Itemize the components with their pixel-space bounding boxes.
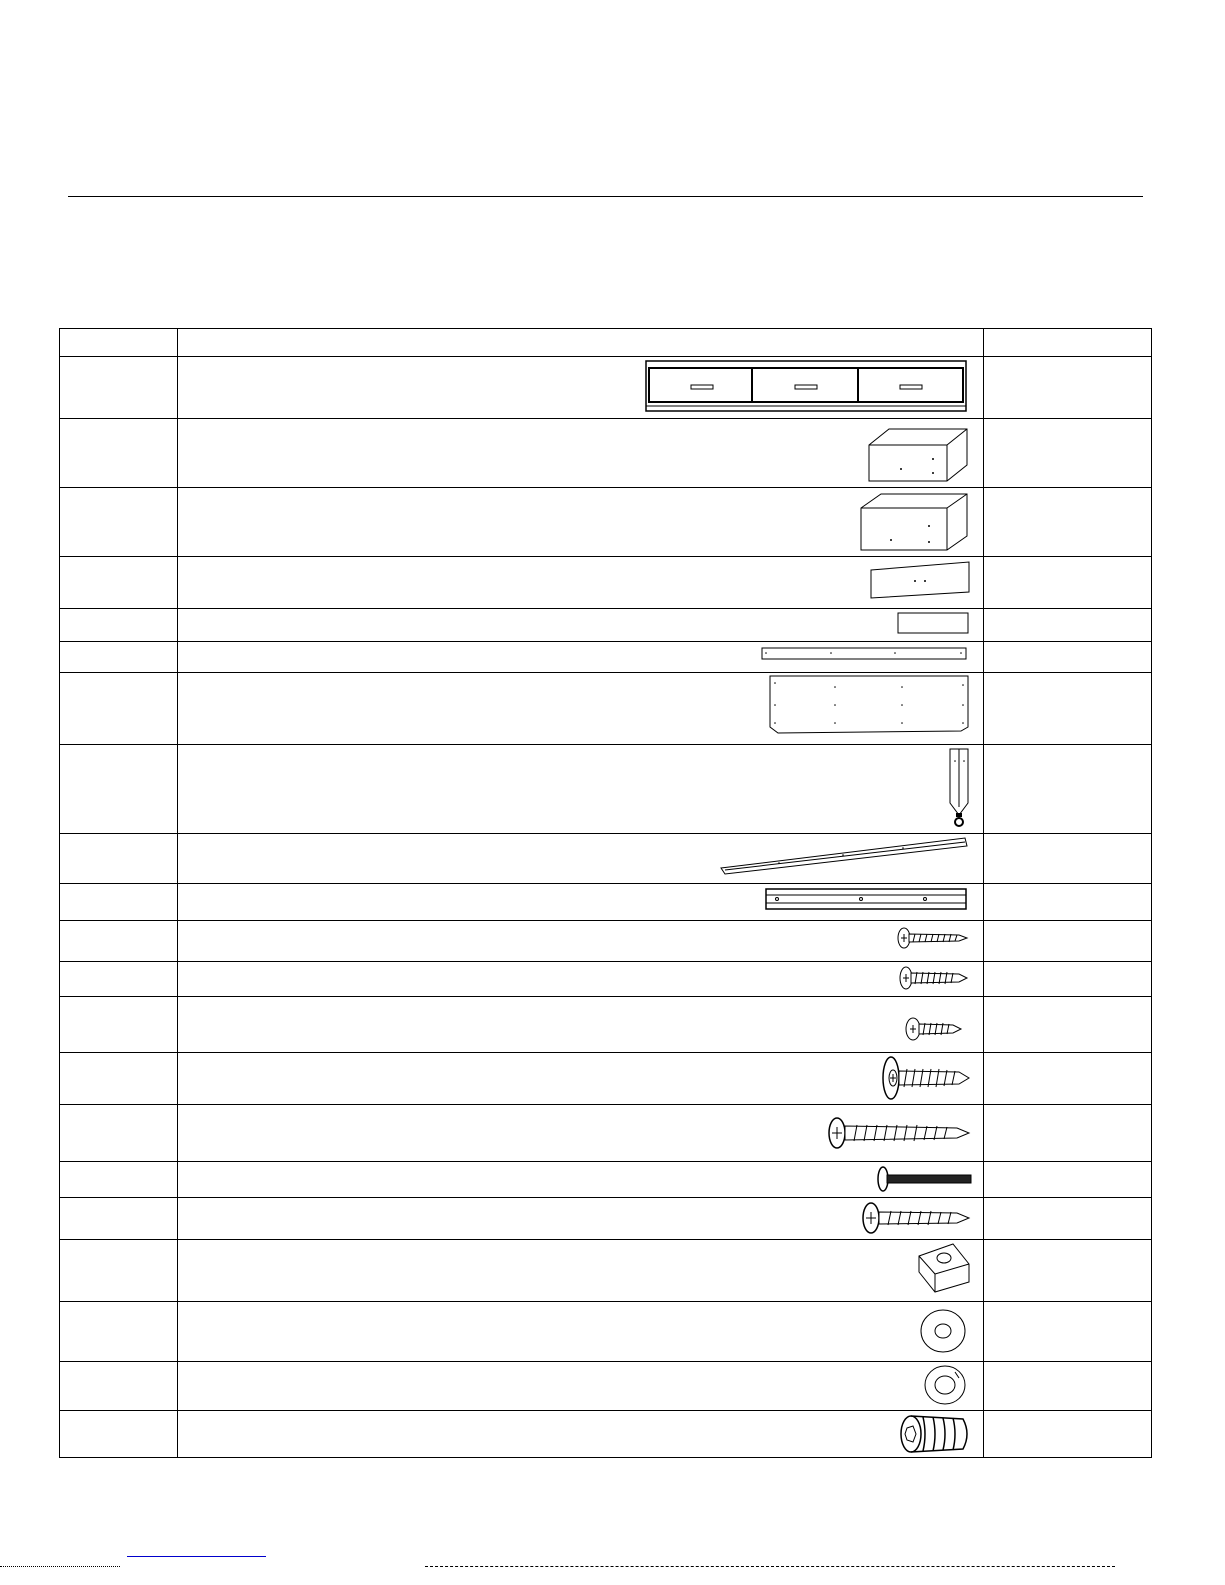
quantity-cell xyxy=(983,557,1151,609)
part-id-cell xyxy=(60,1198,178,1240)
front-panel-icon xyxy=(869,560,971,600)
screw-icon xyxy=(899,964,969,992)
table-row xyxy=(60,1240,1152,1302)
part-id-cell xyxy=(60,921,178,962)
washer-head-screw-icon xyxy=(881,1055,971,1101)
table-row xyxy=(60,419,1152,488)
table-row xyxy=(60,921,1152,962)
description-cell xyxy=(178,1362,984,1411)
quantity-cell xyxy=(983,921,1151,962)
quantity-cell xyxy=(983,1411,1151,1458)
part-id-cell xyxy=(60,1302,178,1362)
header-cell-part xyxy=(60,329,178,357)
table-row xyxy=(60,962,1152,997)
description-cell xyxy=(178,1105,984,1162)
footer-rule-left xyxy=(0,1566,120,1567)
description-cell xyxy=(178,642,984,673)
part-id-cell xyxy=(60,997,178,1053)
footer-link-underline xyxy=(127,1556,266,1557)
quantity-cell xyxy=(983,1162,1151,1198)
quantity-cell xyxy=(983,488,1151,557)
table-row xyxy=(60,997,1152,1053)
long-screw-icon xyxy=(827,1113,971,1153)
description-cell xyxy=(178,488,984,557)
drawer-box-icon xyxy=(859,492,971,552)
table-row xyxy=(60,1162,1152,1198)
quantity-cell xyxy=(983,609,1151,642)
description-cell xyxy=(178,834,984,884)
description-cell xyxy=(178,884,984,921)
part-id-cell xyxy=(60,1362,178,1411)
quantity-cell xyxy=(983,673,1151,745)
part-id-cell xyxy=(60,1105,178,1162)
slat-rail-icon xyxy=(719,836,969,876)
description-cell xyxy=(178,997,984,1053)
description-cell xyxy=(178,357,984,419)
part-id-cell xyxy=(60,1411,178,1458)
flat-washer-icon xyxy=(919,1308,967,1354)
description-cell xyxy=(178,745,984,834)
part-id-cell xyxy=(60,834,178,884)
header-cell-description xyxy=(178,329,984,357)
quantity-cell xyxy=(983,884,1151,921)
table-row xyxy=(60,642,1152,673)
footer-dashed-rule xyxy=(425,1566,1115,1567)
table-row xyxy=(60,745,1152,834)
part-id-cell xyxy=(60,745,178,834)
description-cell xyxy=(178,1240,984,1302)
screw-icon xyxy=(897,925,969,951)
quantity-cell xyxy=(983,1105,1151,1162)
table-row xyxy=(60,557,1152,609)
table-row xyxy=(60,673,1152,745)
threaded-insert-icon xyxy=(899,1413,973,1455)
drawer-box-icon xyxy=(867,427,971,483)
rail-strip-icon xyxy=(761,645,967,661)
part-id-cell xyxy=(60,962,178,997)
description-cell xyxy=(178,1162,984,1198)
table-row xyxy=(60,834,1152,884)
quantity-cell xyxy=(983,1362,1151,1411)
header-cell-quantity xyxy=(983,329,1151,357)
description-cell xyxy=(178,1053,984,1105)
table-row xyxy=(60,1198,1152,1240)
table-row xyxy=(60,1105,1152,1162)
quantity-cell xyxy=(983,642,1151,673)
part-id-cell xyxy=(60,1162,178,1198)
part-id-cell xyxy=(60,1240,178,1302)
table-row xyxy=(60,1053,1152,1105)
description-cell xyxy=(178,921,984,962)
description-cell xyxy=(178,673,984,745)
drawer-slide-icon xyxy=(765,887,969,911)
quantity-cell xyxy=(983,834,1151,884)
leg-bracket-icon xyxy=(947,747,971,831)
quantity-cell xyxy=(983,1198,1151,1240)
drawer-cabinet-icon xyxy=(645,360,967,412)
table-row xyxy=(60,488,1152,557)
header-rule xyxy=(68,196,1143,197)
quantity-cell xyxy=(983,745,1151,834)
part-id-cell xyxy=(60,488,178,557)
table-row xyxy=(60,1411,1152,1458)
table-row xyxy=(60,1362,1152,1411)
description-cell xyxy=(178,1411,984,1458)
part-id-cell xyxy=(60,884,178,921)
part-id-cell xyxy=(60,609,178,642)
description-cell xyxy=(178,557,984,609)
description-cell xyxy=(178,609,984,642)
parts-table xyxy=(59,328,1152,1458)
part-id-cell xyxy=(60,1053,178,1105)
back-panel-icon xyxy=(769,675,969,737)
quantity-cell xyxy=(983,1302,1151,1362)
lock-washer-icon xyxy=(923,1364,967,1406)
small-panel-icon xyxy=(897,612,969,634)
quantity-cell xyxy=(983,419,1151,488)
quantity-cell xyxy=(983,962,1151,997)
description-cell xyxy=(178,1302,984,1362)
description-cell xyxy=(178,962,984,997)
part-id-cell xyxy=(60,357,178,419)
part-id-cell xyxy=(60,673,178,745)
part-id-cell xyxy=(60,557,178,609)
table-row xyxy=(60,1302,1152,1362)
quantity-cell xyxy=(983,1240,1151,1302)
screw-icon xyxy=(905,1015,963,1043)
description-cell xyxy=(178,419,984,488)
table-row xyxy=(60,357,1152,419)
screw-icon xyxy=(861,1200,971,1236)
bolt-icon xyxy=(877,1164,973,1194)
part-id-cell xyxy=(60,642,178,673)
part-id-cell xyxy=(60,419,178,488)
quantity-cell xyxy=(983,357,1151,419)
quantity-cell xyxy=(983,1053,1151,1105)
quantity-cell xyxy=(983,997,1151,1053)
table-row xyxy=(60,884,1152,921)
table-header-row xyxy=(60,329,1152,357)
corner-block-icon xyxy=(917,1242,971,1294)
description-cell xyxy=(178,1198,984,1240)
table-row xyxy=(60,609,1152,642)
